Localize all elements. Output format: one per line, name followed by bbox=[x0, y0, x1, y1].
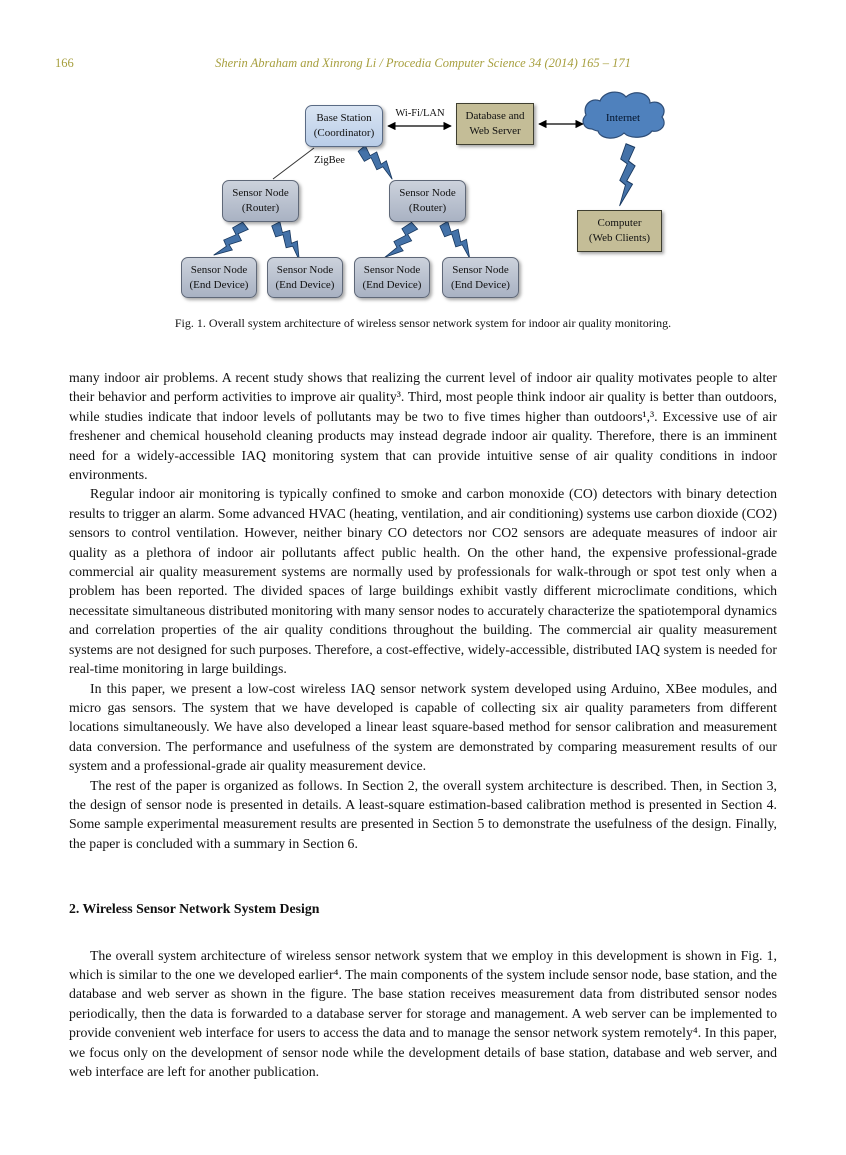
wifi-lan-label: Wi-Fi/LAN bbox=[395, 108, 445, 119]
base-station-label-1: Base Station bbox=[316, 112, 372, 125]
section-heading: 2. Wireless Sensor Network System Design bbox=[69, 901, 320, 917]
bolt-router1-to-end2-icon bbox=[269, 219, 309, 262]
computer-web-clients-node bbox=[577, 210, 662, 252]
base-station-label-2: (Coordinator) bbox=[313, 127, 375, 139]
paragraph: Regular indoor air monitoring is typically confined to smoke and carbon monoxide (CO) detectors with binary detection results to trigger an alarm. Some advanced HVAC (heating, ventilation, and air conditioning) systems use carbon dioxide (CO2) sensors to control ventilation. However, neither binary CO detectors nor CO2 sensors are adequate measures of indoor air quality as a plethora of indoor air pollutants affect public health. On the other hand, the expensive professional-grade commercial air quality measurement systems are normally used by professionals for walk-through or spot test only when a problem has been reported. The divided spaces of large buildings exhibit vastly different microclimate conditions, which necessitate simultaneous distributed monitoring with many sensor nodes to accurately characterize the spatiotemporal dynamics and correlation properties of the air quality conditions throughout the building. The commercial air quality measurement systems are not designed for such purposes. Therefore, a cost-effective, widely-accessible, distributed IAQ system is needed for real-time monitoring in large buildings. bbox=[69, 486, 777, 677]
end1-label-2: (End Device) bbox=[189, 278, 249, 291]
sensor-end-device-3 bbox=[354, 257, 430, 298]
paragraph: The rest of the paper is organized as follows. In Section 2, the overall system architecture is described. Then, in Section 3, the design of sensor node is presented in details. A least-square estimation-based calibration method is presented in Section 4. Some sample experimental measurement results are presented in Section 5 to demonstrate the usefulness of the design. Finally, the paper is concluded with a summary in Section 6. bbox=[69, 777, 777, 851]
paragraph: In this paper, we present a low-cost wireless IAQ sensor network system developed using Arduino, XBee modules, and micro gas sensors. The system that we have developed is capable of collecting six air quality parameters from different locations simultaneously. We have also developed a linear least square-based method for sensor calibration and measurement data conversion. The performance and usefulness of the system are demonstrated by comparing measurement results of our system and a professional-grade air quality measurement device. bbox=[69, 680, 777, 774]
sensor-end-device-1 bbox=[181, 257, 257, 298]
computer-label-1: Computer bbox=[597, 217, 642, 230]
database-label-1: Database and bbox=[465, 110, 525, 123]
bolt-router2-to-end4-icon bbox=[437, 218, 478, 260]
figure-1-diagram bbox=[0, 85, 846, 315]
end2-label-1: Sensor Node bbox=[276, 263, 334, 276]
computer-label-2: (Web Clients) bbox=[588, 232, 651, 244]
running-head bbox=[0, 56, 846, 74]
end3-label-2: (End Device) bbox=[362, 278, 422, 291]
end4-label-1: Sensor Node bbox=[452, 263, 509, 276]
paragraph: The overall system architecture of wireless sensor network system that we employ in this development is shown in Fig. 1, which is similar to the one we developed earlier⁴. The main components of the system include sensor node, base station, and the database and web server as shown in the figure. The base station receives measurement data from distributed sensor nodes periodically, then the data is forwarded to a database server for storage and management. A web server can be implemented to provide convenient web interface for users to access the data and to manage the sensor network system remotely⁴. In this paper, we focus only on the development of sensor node while the development details of base station, database and web server, and web interface are left for another publication. bbox=[69, 947, 777, 1079]
database-web-server-node bbox=[456, 103, 534, 145]
internet-label: Internet bbox=[605, 112, 641, 124]
zigbee-link-line bbox=[273, 148, 314, 179]
bolt-internet-to-computer-icon bbox=[617, 143, 637, 207]
figure-caption: Fig. 1. Overall system architecture of wireless sensor network system for indoor air quality monitoring. bbox=[174, 316, 672, 330]
end1-label-1: Sensor Node bbox=[190, 263, 248, 276]
router1-label-2: (Router) bbox=[241, 202, 280, 214]
page-number: 166 bbox=[55, 56, 74, 70]
sensor-end-device-4 bbox=[442, 257, 519, 298]
base-station-node bbox=[305, 105, 383, 147]
sensor-router-node-1 bbox=[222, 180, 299, 222]
end2-label-2: (End Device) bbox=[275, 278, 335, 291]
router1-label-1: Sensor Node bbox=[232, 187, 289, 200]
router2-label-2: (Router) bbox=[408, 202, 447, 214]
end4-label-2: (End Device) bbox=[451, 278, 510, 291]
body-text bbox=[69, 368, 777, 1081]
running-title: Sherin Abraham and Xinrong Li / Procedia Computer Science 34 (2014) 165 – 171 bbox=[215, 56, 631, 70]
internet-cloud bbox=[583, 92, 664, 138]
database-label-2: Web Server bbox=[469, 125, 521, 137]
router2-label-1: Sensor Node bbox=[399, 187, 456, 200]
paragraph: many indoor air problems. A recent study shows that realizing the current level of indoor air quality motivates people to alter their behavior and perform activities to improve air quality³. Third, most people think indoor air quality is better than outdoors, while studies indicate that indoor levels of pollutants may be two to five times higher than outdoors¹,³. Excessive use of air freshener and chemical household cleaning products may instead degrade indoor air quality. Therefore, there is an imminent need for a widely-accessible IAQ monitoring system that can provide intuitive sense of air quality conditions in indoor environments. bbox=[69, 370, 777, 483]
zigbee-label: ZigBee bbox=[314, 155, 345, 166]
end3-label-1: Sensor Node bbox=[363, 263, 421, 276]
sensor-end-device-2 bbox=[267, 257, 343, 298]
sensor-router-node-2 bbox=[389, 180, 466, 222]
